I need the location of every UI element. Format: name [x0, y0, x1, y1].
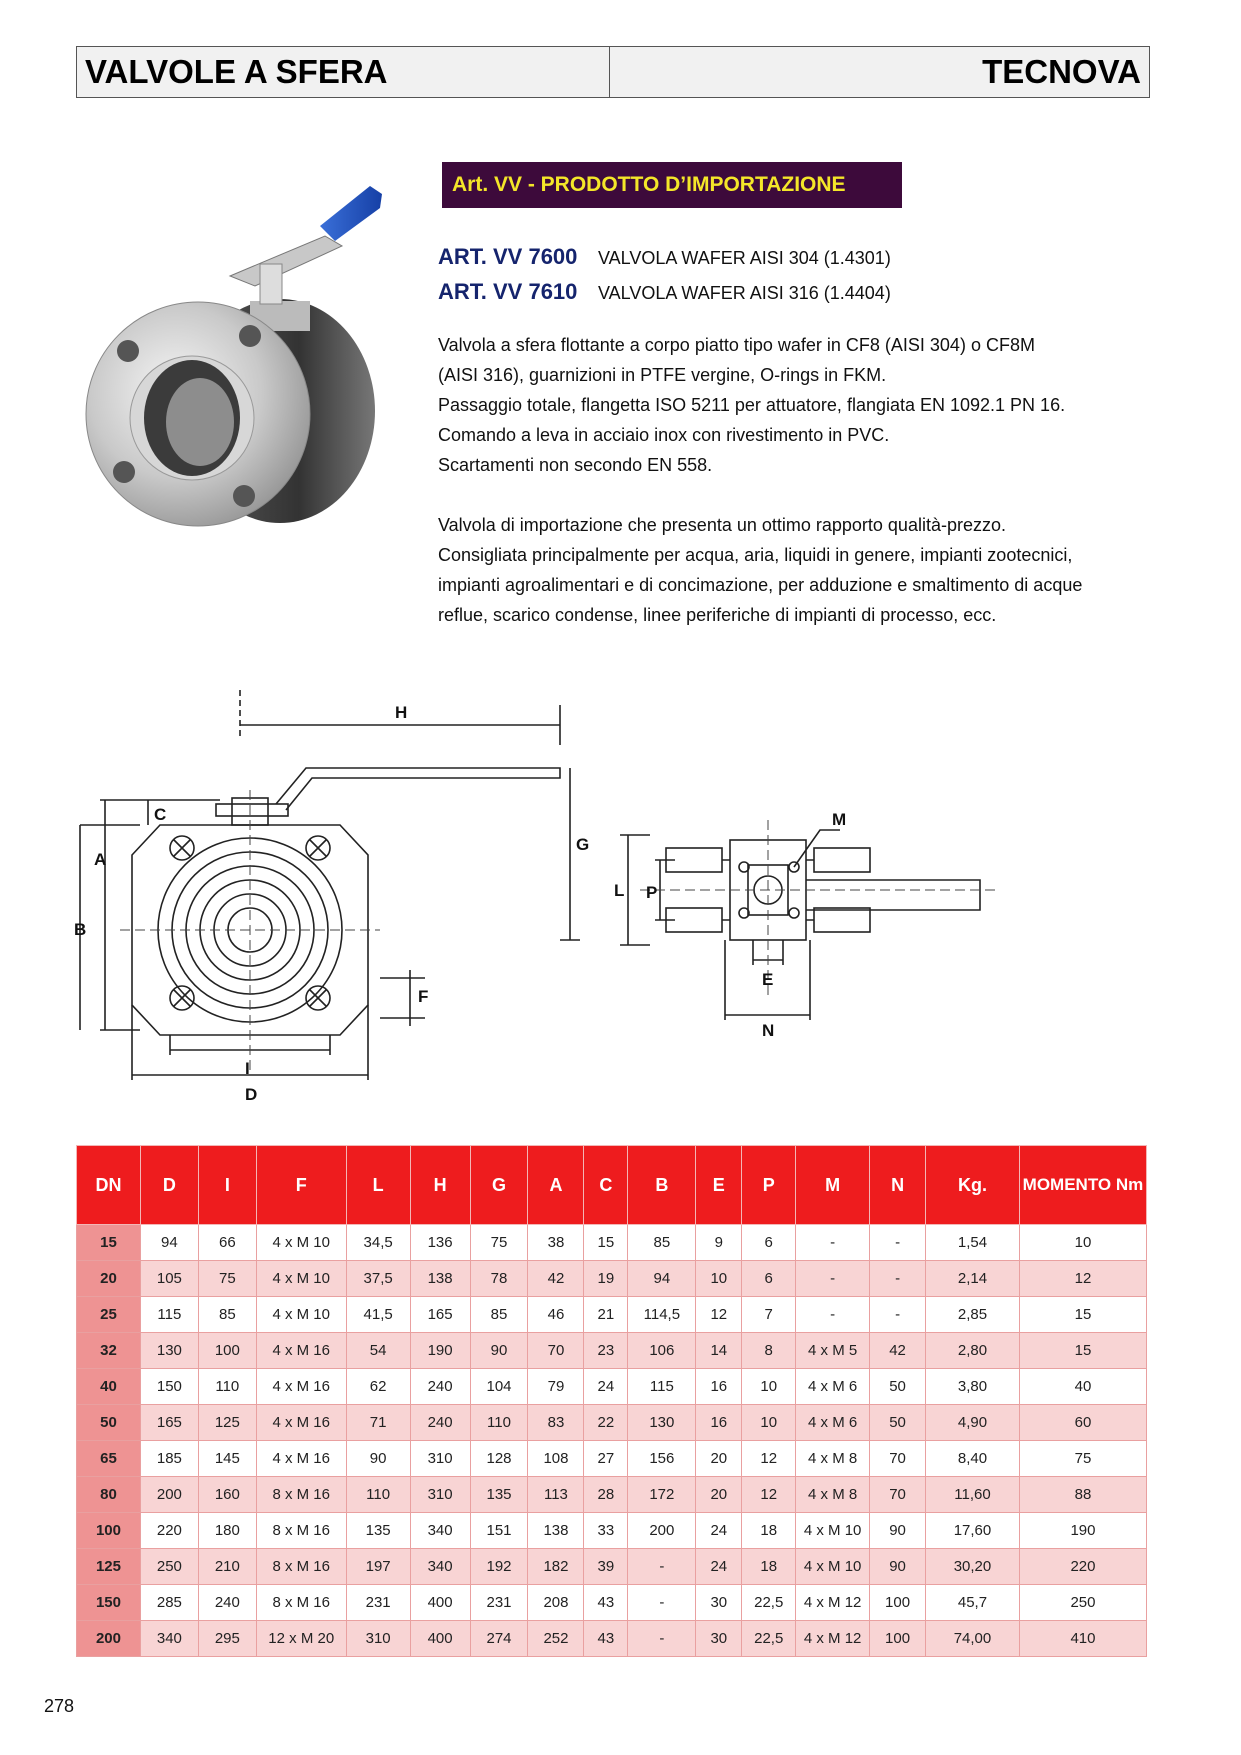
table-cell: 400: [410, 1621, 470, 1657]
table-row: [77, 1585, 1147, 1621]
column-header: G: [470, 1146, 528, 1225]
table-cell: 8 x M 16: [256, 1549, 346, 1585]
dim-label-l: L: [614, 881, 625, 900]
table-cell: 104: [470, 1369, 528, 1405]
table-cell: 41,5: [346, 1297, 410, 1333]
table-cell: 17,60: [926, 1513, 1020, 1549]
table-cell: 200: [140, 1477, 198, 1513]
table-cell: 4 x M 6: [796, 1369, 870, 1405]
table-cell: 27: [584, 1441, 628, 1477]
table-cell: 4,90: [926, 1405, 1020, 1441]
table-cell: 8 x M 16: [256, 1585, 346, 1621]
table-cell: 4 x M 8: [796, 1477, 870, 1513]
table-cell: 108: [528, 1441, 584, 1477]
table-cell: 10: [1019, 1225, 1146, 1261]
table-row: [77, 1333, 1147, 1369]
column-header: Kg.: [926, 1146, 1020, 1225]
table-cell: 7: [742, 1297, 796, 1333]
table-cell: 12: [742, 1441, 796, 1477]
table-cell: 285: [140, 1585, 198, 1621]
table-cell: 16: [696, 1369, 742, 1405]
table-cell: 231: [346, 1585, 410, 1621]
table-cell: 4 x M 16: [256, 1333, 346, 1369]
valve-photo: [80, 186, 432, 606]
table-header-row: [77, 1146, 1147, 1225]
table-cell: -: [628, 1585, 696, 1621]
table-cell: 62: [346, 1369, 410, 1405]
table-cell: 2,85: [926, 1297, 1020, 1333]
dim-label-a: A: [94, 850, 107, 869]
column-header: DN: [77, 1146, 141, 1225]
description-line: Valvola a sfera flottante a corpo piatto tipo wafer in CF8 (AISI 304) o CF8M: [438, 335, 1035, 355]
table-cell: -: [870, 1225, 926, 1261]
dim-label-p: P: [646, 883, 658, 902]
description-line: Passaggio totale, flangetta ISO 5211 per attuatore, flangiata EN 1092.1 PN 16.: [438, 395, 1066, 415]
table-cell: 8 x M 16: [256, 1477, 346, 1513]
table-row: [77, 1477, 1147, 1513]
table-cell: 39: [584, 1549, 628, 1585]
dim-label-e: E: [762, 970, 774, 989]
table-cell: 42: [870, 1333, 926, 1369]
description-line: impianti agroalimentari e di concimazione, per adduzione e smaltimento di acque: [438, 575, 1083, 595]
table-cell: 90: [470, 1333, 528, 1369]
table-row: [77, 1297, 1147, 1333]
table-cell: 4 x M 16: [256, 1405, 346, 1441]
table-cell: 136: [410, 1225, 470, 1261]
table-cell: 190: [1019, 1513, 1146, 1549]
table-cell: 15: [584, 1225, 628, 1261]
table-cell: 250: [140, 1549, 198, 1585]
table-cell: 310: [410, 1441, 470, 1477]
dn-cell: 25: [77, 1297, 141, 1333]
table-cell: 22: [584, 1405, 628, 1441]
description-line: Scartamenti non secondo EN 558.: [438, 455, 713, 475]
table-cell: 310: [410, 1477, 470, 1513]
table-cell: 6: [742, 1261, 796, 1297]
page-header: [76, 46, 1150, 98]
table-cell: -: [796, 1297, 870, 1333]
table-cell: 90: [346, 1441, 410, 1477]
table-cell: -: [628, 1549, 696, 1585]
table-cell: 78: [470, 1261, 528, 1297]
table-cell: 19: [584, 1261, 628, 1297]
table-cell: 135: [346, 1513, 410, 1549]
article-line: [438, 279, 891, 305]
section-title: VALVOLE A SFERA: [77, 47, 610, 97]
table-cell: 85: [198, 1297, 256, 1333]
table-cell: 138: [528, 1513, 584, 1549]
column-header: N: [870, 1146, 926, 1225]
table-cell: 165: [410, 1297, 470, 1333]
table-cell: 340: [140, 1621, 198, 1657]
table-cell: 274: [470, 1621, 528, 1657]
table-cell: 100: [870, 1585, 926, 1621]
table-cell: -: [628, 1621, 696, 1657]
column-header: F: [256, 1146, 346, 1225]
table-cell: 110: [198, 1369, 256, 1405]
table-cell: 24: [696, 1549, 742, 1585]
table-cell: 34,5: [346, 1225, 410, 1261]
table-cell: 37,5: [346, 1261, 410, 1297]
table-cell: 130: [628, 1405, 696, 1441]
table-cell: 110: [470, 1405, 528, 1441]
table-row: [77, 1405, 1147, 1441]
table-cell: 4 x M 8: [796, 1441, 870, 1477]
column-header: H: [410, 1146, 470, 1225]
table-cell: 22,5: [742, 1621, 796, 1657]
table-cell: 4 x M 5: [796, 1333, 870, 1369]
table-cell: 2,14: [926, 1261, 1020, 1297]
article-description: VALVOLA WAFER AISI 316 (1.4404): [598, 283, 891, 303]
column-header: B: [628, 1146, 696, 1225]
table-cell: 15: [1019, 1333, 1146, 1369]
table-cell: 240: [410, 1369, 470, 1405]
table-cell: 10: [696, 1261, 742, 1297]
table-row: [77, 1225, 1147, 1261]
table-row: [77, 1369, 1147, 1405]
dn-cell: 125: [77, 1549, 141, 1585]
table-cell: 12: [696, 1297, 742, 1333]
import-product-banner: Art. VV - PRODOTTO D’IMPORTAZIONE: [442, 162, 902, 208]
table-cell: 50: [870, 1405, 926, 1441]
dn-cell: 150: [77, 1585, 141, 1621]
brand-title: TECNOVA: [982, 53, 1141, 90]
table-cell: 115: [140, 1297, 198, 1333]
table-cell: 50: [870, 1369, 926, 1405]
table-cell: 180: [198, 1513, 256, 1549]
table-cell: 94: [628, 1261, 696, 1297]
table-cell: 22,5: [742, 1585, 796, 1621]
table-cell: 45,7: [926, 1585, 1020, 1621]
description-line: Consigliata principalmente per acqua, aria, liquidi in genere, impianti zootecnici,: [438, 545, 1073, 565]
dn-cell: 40: [77, 1369, 141, 1405]
article-description: VALVOLA WAFER AISI 304 (1.4301): [598, 248, 891, 268]
dim-label-c: C: [154, 805, 167, 824]
table-cell: 115: [628, 1369, 696, 1405]
dim-label-d: D: [245, 1085, 258, 1104]
table-cell: 75: [1019, 1441, 1146, 1477]
dn-cell: 32: [77, 1333, 141, 1369]
table-cell: 128: [470, 1441, 528, 1477]
table-cell: 83: [528, 1405, 584, 1441]
table-cell: 33: [584, 1513, 628, 1549]
article-code: ART. VV 7600: [438, 244, 578, 269]
table-cell: 38: [528, 1225, 584, 1261]
technical-drawing: [74, 700, 1180, 1120]
table-cell: 151: [470, 1513, 528, 1549]
column-header: A: [528, 1146, 584, 1225]
table-cell: 135: [470, 1477, 528, 1513]
dn-cell: 50: [77, 1405, 141, 1441]
table-cell: 182: [528, 1549, 584, 1585]
dimensions-table: [76, 1145, 1147, 1657]
table-cell: 4 x M 12: [796, 1585, 870, 1621]
table-cell: 105: [140, 1261, 198, 1297]
column-header: M: [796, 1146, 870, 1225]
table-cell: 100: [870, 1621, 926, 1657]
table-cell: 210: [198, 1549, 256, 1585]
table-cell: 20: [696, 1441, 742, 1477]
table-cell: 8,40: [926, 1441, 1020, 1477]
table-row: [77, 1261, 1147, 1297]
table-cell: 114,5: [628, 1297, 696, 1333]
table-cell: 185: [140, 1441, 198, 1477]
dim-label-n: N: [762, 1021, 775, 1040]
table-cell: 43: [584, 1621, 628, 1657]
table-cell: 12: [742, 1477, 796, 1513]
table-cell: 15: [1019, 1297, 1146, 1333]
table-cell: 24: [584, 1369, 628, 1405]
table-cell: 4 x M 10: [796, 1513, 870, 1549]
table-cell: 42: [528, 1261, 584, 1297]
table-cell: -: [796, 1225, 870, 1261]
table-cell: 340: [410, 1513, 470, 1549]
column-header: MOMENTO Nm: [1019, 1146, 1146, 1225]
table-cell: 3,80: [926, 1369, 1020, 1405]
table-cell: 100: [198, 1333, 256, 1369]
dim-label-g: G: [576, 835, 590, 854]
table-cell: 106: [628, 1333, 696, 1369]
table-cell: 4 x M 10: [256, 1261, 346, 1297]
table-cell: 252: [528, 1621, 584, 1657]
dn-cell: 200: [77, 1621, 141, 1657]
description-line: Comando a leva in acciaio inox con rivestimento in PVC.: [438, 425, 890, 445]
table-cell: 4 x M 10: [256, 1297, 346, 1333]
table-cell: 340: [410, 1549, 470, 1585]
table-cell: 130: [140, 1333, 198, 1369]
table-cell: 70: [528, 1333, 584, 1369]
table-cell: 30,20: [926, 1549, 1020, 1585]
table-cell: 74,00: [926, 1621, 1020, 1657]
table-cell: 11,60: [926, 1477, 1020, 1513]
table-cell: 16: [696, 1405, 742, 1441]
dn-cell: 20: [77, 1261, 141, 1297]
table-cell: 295: [198, 1621, 256, 1657]
table-cell: 54: [346, 1333, 410, 1369]
dn-cell: 80: [77, 1477, 141, 1513]
dn-cell: 100: [77, 1513, 141, 1549]
table-cell: 160: [198, 1477, 256, 1513]
column-header: P: [742, 1146, 796, 1225]
table-cell: 197: [346, 1549, 410, 1585]
table-row: [77, 1513, 1147, 1549]
table-cell: 40: [1019, 1369, 1146, 1405]
table-cell: 220: [140, 1513, 198, 1549]
table-cell: 231: [470, 1585, 528, 1621]
table-row: [77, 1549, 1147, 1585]
table-row: [77, 1621, 1147, 1657]
table-cell: 4 x M 16: [256, 1441, 346, 1477]
dn-cell: 15: [77, 1225, 141, 1261]
table-cell: -: [870, 1297, 926, 1333]
page-number: 278: [44, 1696, 75, 1716]
table-cell: 310: [346, 1621, 410, 1657]
table-body: [77, 1225, 1147, 1657]
table-cell: -: [870, 1261, 926, 1297]
table-cell: 4 x M 12: [796, 1621, 870, 1657]
table-cell: 90: [870, 1513, 926, 1549]
column-header: E: [696, 1146, 742, 1225]
table-cell: 240: [410, 1405, 470, 1441]
table-cell: 8: [742, 1333, 796, 1369]
dn-cell: 65: [77, 1441, 141, 1477]
table-cell: -: [796, 1261, 870, 1297]
table-cell: 66: [198, 1225, 256, 1261]
table-cell: 71: [346, 1405, 410, 1441]
column-header: C: [584, 1146, 628, 1225]
table-cell: 20: [696, 1477, 742, 1513]
table-cell: 46: [528, 1297, 584, 1333]
table-cell: 70: [870, 1477, 926, 1513]
table-cell: 4 x M 10: [796, 1549, 870, 1585]
table-cell: 70: [870, 1441, 926, 1477]
column-header: I: [198, 1146, 256, 1225]
dim-label-b: B: [74, 920, 87, 939]
table-cell: 125: [198, 1405, 256, 1441]
table-cell: 12 x M 20: [256, 1621, 346, 1657]
table-cell: 200: [628, 1513, 696, 1549]
table-cell: 14: [696, 1333, 742, 1369]
table-cell: 250: [1019, 1585, 1146, 1621]
table-cell: 156: [628, 1441, 696, 1477]
column-header: D: [140, 1146, 198, 1225]
table-cell: 138: [410, 1261, 470, 1297]
table-cell: 90: [870, 1549, 926, 1585]
table-cell: 208: [528, 1585, 584, 1621]
article-code: ART. VV 7610: [438, 279, 578, 304]
table-cell: 21: [584, 1297, 628, 1333]
table-cell: 75: [470, 1225, 528, 1261]
table-cell: 85: [470, 1297, 528, 1333]
table-cell: 18: [742, 1549, 796, 1585]
table-cell: 30: [696, 1585, 742, 1621]
table-cell: 4 x M 16: [256, 1369, 346, 1405]
product-description: [438, 330, 1158, 630]
description-line: Valvola di importazione che presenta un ottimo rapporto qualità-prezzo.: [438, 515, 1006, 535]
column-header: L: [346, 1146, 410, 1225]
table-cell: 24: [696, 1513, 742, 1549]
table-cell: 79: [528, 1369, 584, 1405]
table-cell: 4 x M 10: [256, 1225, 346, 1261]
table-cell: 220: [1019, 1549, 1146, 1585]
table-cell: 410: [1019, 1621, 1146, 1657]
table-cell: 192: [470, 1549, 528, 1585]
table-cell: 10: [742, 1405, 796, 1441]
table-row: [77, 1441, 1147, 1477]
table-cell: 400: [410, 1585, 470, 1621]
article-line: [438, 244, 891, 270]
table-cell: 43: [584, 1585, 628, 1621]
table-cell: 75: [198, 1261, 256, 1297]
dim-label-f: F: [418, 987, 429, 1006]
table-cell: 85: [628, 1225, 696, 1261]
table-cell: 150: [140, 1369, 198, 1405]
table-cell: 8 x M 16: [256, 1513, 346, 1549]
table-cell: 6: [742, 1225, 796, 1261]
table-cell: 12: [1019, 1261, 1146, 1297]
table-cell: 10: [742, 1369, 796, 1405]
table-cell: 2,80: [926, 1333, 1020, 1369]
table-cell: 94: [140, 1225, 198, 1261]
table-cell: 240: [198, 1585, 256, 1621]
table-cell: 1,54: [926, 1225, 1020, 1261]
table-cell: 23: [584, 1333, 628, 1369]
table-cell: 4 x M 6: [796, 1405, 870, 1441]
table-cell: 113: [528, 1477, 584, 1513]
table-cell: 88: [1019, 1477, 1146, 1513]
table-cell: 28: [584, 1477, 628, 1513]
table-cell: 9: [696, 1225, 742, 1261]
table-cell: 18: [742, 1513, 796, 1549]
table-cell: 145: [198, 1441, 256, 1477]
table-cell: 165: [140, 1405, 198, 1441]
dim-label-h: H: [395, 703, 408, 722]
dim-label-m: M: [832, 810, 847, 829]
table-cell: 172: [628, 1477, 696, 1513]
description-line: (AISI 316), guarnizioni in PTFE vergine, O-rings in FKM.: [438, 365, 887, 385]
dim-label-i: I: [245, 1059, 250, 1078]
table-cell: 110: [346, 1477, 410, 1513]
table-cell: 60: [1019, 1405, 1146, 1441]
table-cell: 190: [410, 1333, 470, 1369]
table-cell: 30: [696, 1621, 742, 1657]
description-line: reflue, scarico condense, linee periferiche di impianti di processo, ecc.: [438, 605, 997, 625]
